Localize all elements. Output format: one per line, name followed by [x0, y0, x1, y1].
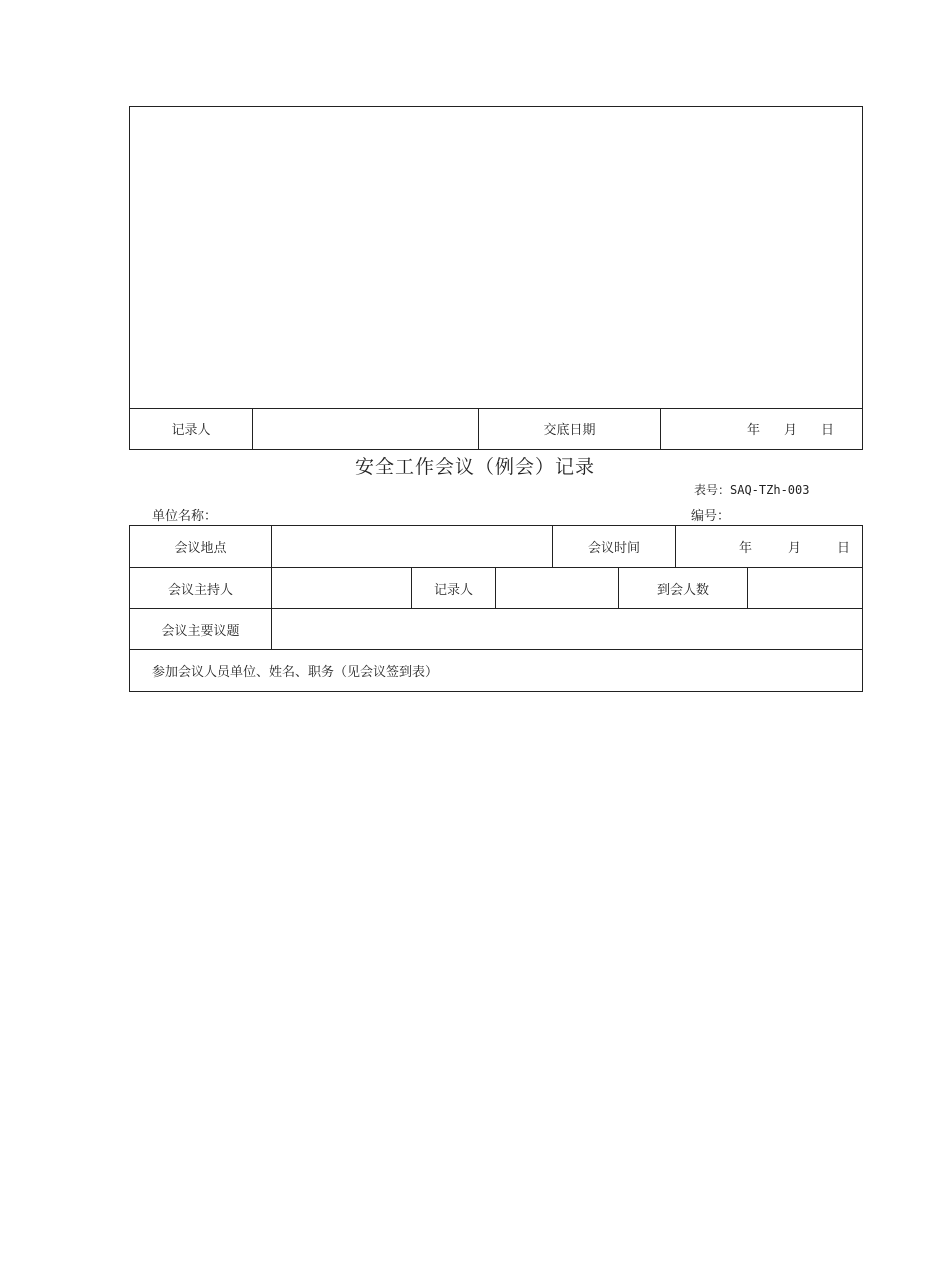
date-year-label: 年: [746, 423, 760, 438]
location-label: 会议地点: [130, 526, 272, 567]
meeting-time-label: 会议时间: [553, 526, 676, 567]
briefing-date-label: 交底日期: [479, 408, 661, 449]
host-label: 会议主持人: [130, 568, 272, 608]
time-day-label: 日: [836, 541, 850, 556]
meeting-record-table: [129, 525, 863, 692]
time-month-label: 月: [787, 541, 801, 556]
serial-number-label: 编号：: [691, 509, 731, 524]
briefing-footer-row: [130, 408, 862, 449]
host-value[interactable]: [272, 568, 412, 608]
form-number: 表号：SAQ-TZh-003: [694, 483, 810, 497]
table-row: [130, 526, 862, 568]
date-month-label: 月: [783, 423, 797, 438]
recorder-value[interactable]: [253, 408, 479, 449]
briefing-content-area[interactable]: [130, 107, 862, 409]
recorder-value[interactable]: [496, 568, 619, 608]
table-row: [130, 609, 862, 650]
table-row: [130, 650, 862, 691]
topic-value[interactable]: [272, 609, 862, 649]
attendees-count-label: 到会人数: [619, 568, 748, 608]
recorder-label: 记录人: [130, 408, 253, 449]
topic-label: 会议主要议题: [130, 609, 272, 649]
participants-note: 参加会议人员单位、姓名、职务（见会议签到表）: [152, 665, 439, 680]
briefing-date-value[interactable]: [661, 408, 862, 449]
location-value[interactable]: [272, 526, 553, 567]
meeting-time-value[interactable]: [676, 526, 862, 567]
briefing-table: [129, 106, 863, 450]
recorder-label: 记录人: [412, 568, 496, 608]
document-title: 安全工作会议（例会）记录: [354, 456, 595, 478]
table-row: [130, 568, 862, 609]
unit-name-label: 单位名称：: [152, 509, 218, 524]
time-year-label: 年: [738, 541, 752, 556]
date-day-label: 日: [820, 423, 834, 438]
attendees-count-value[interactable]: [748, 568, 862, 608]
